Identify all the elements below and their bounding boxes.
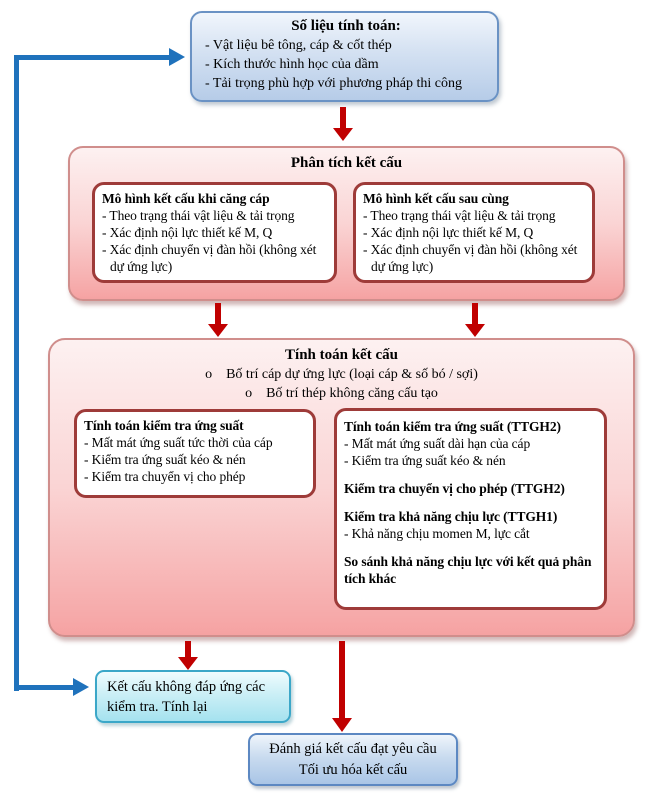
calc-bullet-text: Bố trí cáp dự ứng lực (loại cáp & số bó / sợi) [226,367,478,382]
limit-state-section-title: Kiểm tra chuyển vị cho phép (TTGH2) [344,481,565,496]
analysis-box [68,146,625,301]
feedback-line-vertical [14,55,19,691]
feedback-arrowhead-top-icon [169,48,185,66]
result-box-line: Tối ưu hóa kết cấu [298,762,408,778]
feedback-line-bottom [14,685,74,690]
limit-state-item: - Kiểm tra ứng suất kéo & nén [344,453,506,468]
analysis-right-item: - Xác định chuyển vị đàn hồi (không xét dự ứng lực) [363,242,578,274]
analysis-right-title: Mô hình kết cấu sau cùng [363,191,509,206]
calc-stress-check-item: - Kiểm tra ứng suất kéo & nén [84,452,246,467]
calc-bullet-text: Bố trí thép không căng cấu tạo [266,386,438,401]
result-box-line: Đánh giá kết cấu đạt yêu cầu [269,741,437,757]
result-box [248,733,458,786]
calc-stress-check-box [74,409,316,498]
limit-state-item: - Mất mát ứng suất dài hạn của cáp [344,436,531,451]
limit-state-section-title: Tính toán kiểm tra ứng suất (TTGH2) [344,419,561,434]
analysis-left-item: - Xác định nội lực thiết kế M, Q [102,225,273,240]
limit-state-section [344,418,599,469]
limit-state-section [344,553,599,587]
feedback-arrowhead-bottom-icon [73,678,89,696]
limit-state-section [344,480,599,497]
arrow-calc-to-result-icon [332,641,352,732]
arrow-analysis-to-calc-right-icon [465,303,485,337]
analysis-right-item: - Theo trạng thái vật liệu & tải trọng [363,208,556,223]
limit-state-item: - Khả năng chịu momen M, lực cắt [344,526,530,541]
analysis-title: Phân tích kết cấu [290,155,403,171]
input-data-title: Số liệu tính toán: [291,18,401,34]
feedback-line-top [14,55,170,60]
calc-bullet [50,365,633,384]
analysis-left-item: - Xác định chuyển vị đàn hồi (không xét dự ứng lực) [102,242,317,274]
calc-stress-check-item: - Kiểm tra chuyển vị cho phép [84,469,246,484]
fail-box-text: Kết cấu không đáp ứng các kiểm tra. Tính lại [107,679,266,715]
analysis-right-item: - Xác định nội lực thiết kế M, Q [363,225,534,240]
calc-box [48,338,635,637]
input-data-item: - Kích thước hình học của dầm [205,57,379,72]
input-data-box [190,11,499,102]
arrow-analysis-to-calc-left-icon [208,303,228,337]
limit-state-section [344,508,599,542]
calc-title: Tính toán kết cấu [285,347,398,363]
calc-stress-check-title: Tính toán kiểm tra ứng suất [84,418,244,433]
input-data-item: - Vật liệu bê tông, cáp & cốt thép [205,38,392,53]
arrow-input-to-analysis-icon [333,107,353,141]
bullet-marker-icon: o [205,367,213,382]
fail-box [95,670,291,723]
analysis-left-box [92,182,337,283]
calc-stress-check-item: - Mất mát ứng suất tức thời của cáp [84,435,273,450]
arrow-calc-to-fail-icon [178,641,198,670]
analysis-right-box [353,182,595,283]
calc-limit-state-box [334,408,607,610]
input-data-item: - Tải trọng phù hợp với phương pháp thi công [205,76,463,91]
calc-bullet [50,384,633,403]
limit-state-section-title: So sánh khả năng chịu lực với kết quả phân tích khác [344,554,592,586]
analysis-left-item: - Theo trạng thái vật liệu & tải trọng [102,208,295,223]
limit-state-section-title: Kiểm tra khả năng chịu lực (TTGH1) [344,509,558,524]
analysis-left-title: Mô hình kết cấu khi căng cáp [102,191,270,206]
bullet-marker-icon: o [245,386,253,401]
